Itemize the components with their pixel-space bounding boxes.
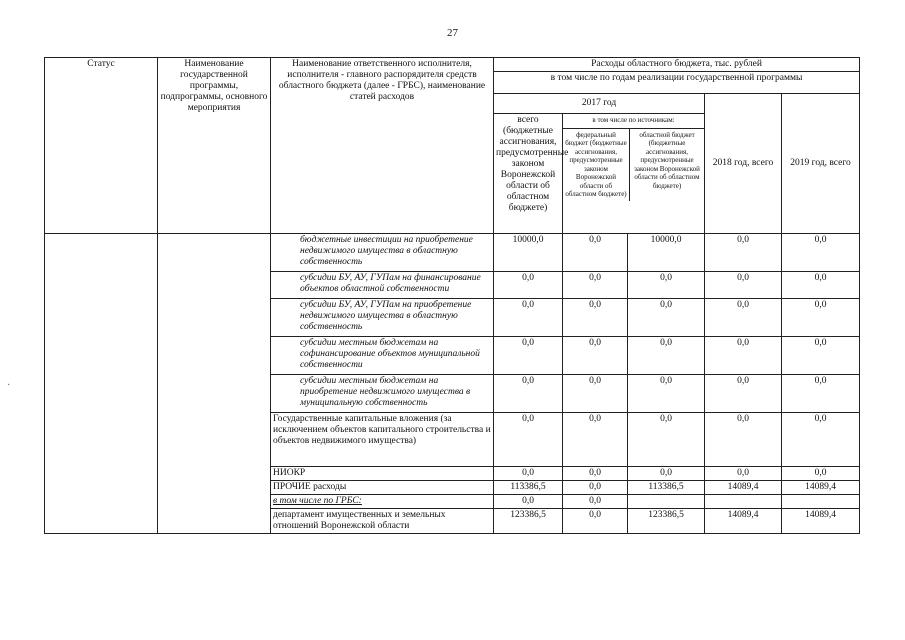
cell-regional: 123386,5 [628,509,705,534]
header-incl-sources: в том числе по источникам: [563,114,704,129]
cell-2018: 0,0 [705,375,782,413]
row-label: департамент имущественных и земельных отношений Воронежской области [271,509,494,534]
row-label: бюджетные инвестиции на приобретение недвижимого имущества в областную собственность [271,234,494,272]
cell-total: 0,0 [494,495,563,509]
cell-2019: 0,0 [782,413,860,467]
cell-2019: 0,0 [782,272,860,299]
cell-2019: 14089,4 [782,509,860,534]
cell-total: 0,0 [494,413,563,467]
row-label: ПРОЧИЕ расходы [271,481,494,495]
cell-2019: 0,0 [782,467,860,481]
program-name-cell [158,234,271,534]
header-sources-cell [563,114,705,234]
header-total: всего (бюджетные ассигнования, предусмотренные законом Воронежской области об областном бюджете) [494,114,563,234]
cell-regional: 10000,0 [628,234,705,272]
row-label: субсидии местным бюджетам на приобретение недвижимого имущества в муниципальную собственность [271,375,494,413]
status-cell [45,234,158,534]
cell-2018: 0,0 [705,234,782,272]
cell-regional: 113386,5 [628,481,705,495]
cell-federal: 0,0 [563,299,628,337]
cell-regional: 0,0 [628,467,705,481]
cell-federal: 0,0 [563,234,628,272]
cell-2018: 0,0 [705,299,782,337]
row-label: субсидии БУ, АУ, ГУПам на приобретение недвижимого имущества в областную собственность [271,299,494,337]
cell-federal: 0,0 [563,509,628,534]
cell-federal: 0,0 [563,337,628,375]
cell-2019: 14089,4 [782,481,860,495]
cell-federal: 0,0 [563,481,628,495]
cell-federal: 0,0 [563,467,628,481]
header-year-2017: 2017 год [494,94,705,114]
row-label: в том числе по ГРБС: [271,495,494,509]
cell-2018 [705,495,782,509]
header-expenses: Расходы областного бюджета, тыс. рублей [494,58,860,72]
cell-total: 0,0 [494,375,563,413]
row-label: Государственные капитальные вложения (за исключением объектов капитального строительства и объектов недвижимого имущества) [271,413,494,467]
cell-2019: 0,0 [782,234,860,272]
cell-total: 10000,0 [494,234,563,272]
cell-regional: 0,0 [628,272,705,299]
cell-total: 113386,5 [494,481,563,495]
row-label: субсидии местным бюджетам на софинансирование объектов муниципальной собственности [271,337,494,375]
budget-table [44,57,860,534]
cell-2019 [782,495,860,509]
row-label: субсидии БУ, АУ, ГУПам на финансирование объектов областной собственности [271,272,494,299]
cell-regional: 0,0 [628,375,705,413]
cell-2018: 0,0 [705,337,782,375]
cell-2018: 0,0 [705,413,782,467]
table-row [45,234,860,272]
cell-total: 0,0 [494,337,563,375]
cell-regional: 0,0 [628,413,705,467]
header-year-2018: 2018 год, всего [705,94,782,234]
cell-total: 0,0 [494,272,563,299]
header-executor: Наименование ответственного исполнителя, исполнителя - главного распорядителя средств областного бюджета (далее - ГРБС), наименование статей расходов [271,58,494,234]
cell-total: 0,0 [494,299,563,337]
cell-2019: 0,0 [782,299,860,337]
cell-federal: 0,0 [563,413,628,467]
cell-regional: 0,0 [628,337,705,375]
cell-2019: 0,0 [782,375,860,413]
header-by-years: в том числе по годам реализации государственной программы [494,72,860,94]
cell-federal: 0,0 [563,272,628,299]
row-label: НИОКР [271,467,494,481]
header-sources-split [563,129,704,201]
cell-total: 123386,5 [494,509,563,534]
cell-regional [628,495,705,509]
cell-2018: 0,0 [705,272,782,299]
header-program-name: Наименование государственной программы, подпрограммы, основного мероприятия [158,58,271,234]
cell-regional: 0,0 [628,299,705,337]
page-number: 27 [447,27,458,39]
cell-2019: 0,0 [782,337,860,375]
cell-2018: 14089,4 [705,509,782,534]
cell-2018: 0,0 [705,467,782,481]
cell-2018: 14089,4 [705,481,782,495]
header-federal: федеральный бюджет (бюджетные ассигнования, предусмотренные законом Воронежской области об областном бюджете) [563,129,630,201]
margin-mark: · [7,380,11,391]
cell-federal: 0,0 [563,375,628,413]
cell-total: 0,0 [494,467,563,481]
header-regional: областной бюджет (бюджетные ассигнования, предусмотренные законом Воронежской области об областном бюджете) [634,130,700,190]
cell-federal: 0,0 [563,495,628,509]
header-status: Статус [45,58,158,234]
header-year-2019: 2019 год, всего [782,94,860,234]
